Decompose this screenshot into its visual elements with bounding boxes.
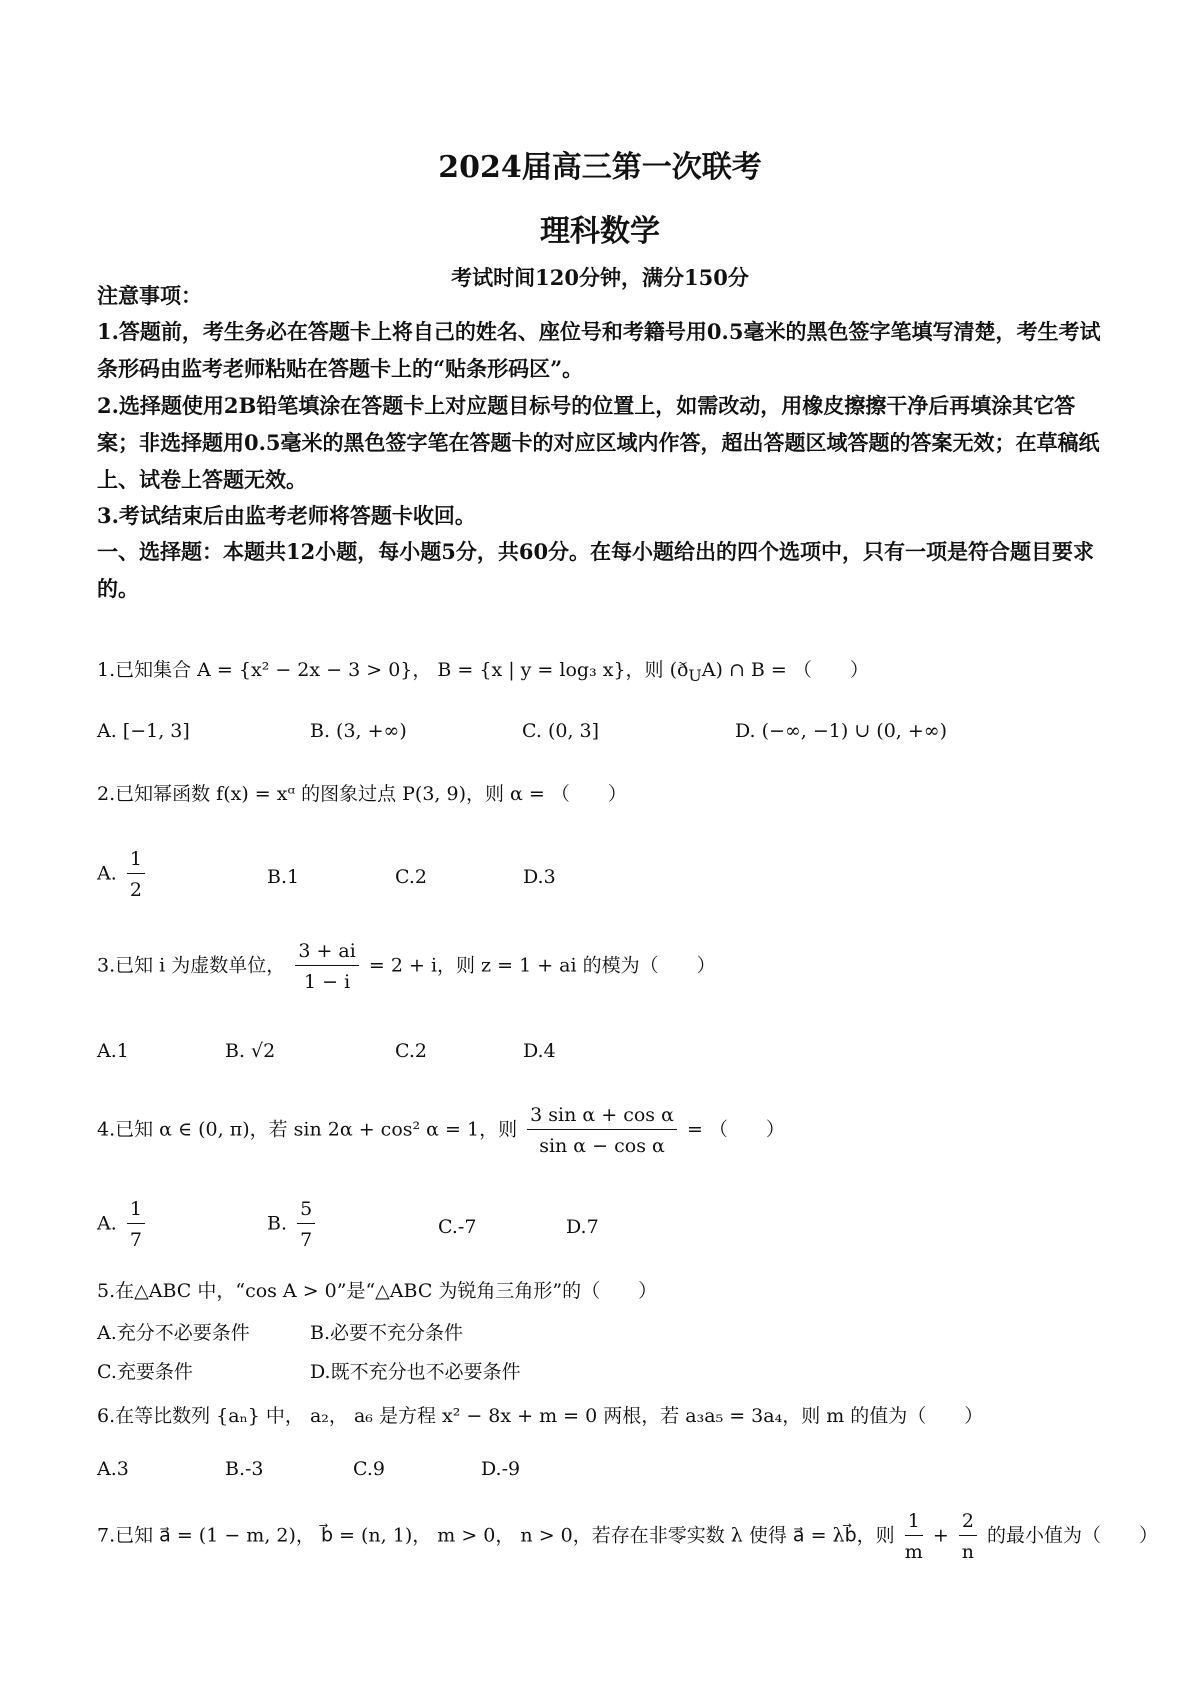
- question-4-stem: [97, 1104, 785, 1157]
- q2-option-a-label: A.: [97, 862, 117, 885]
- q4-option-b-label: B.: [267, 1212, 288, 1235]
- q2-option-c: C.2: [395, 866, 427, 888]
- fraction-numerator: 1: [905, 1510, 923, 1536]
- q6-option-b: B.-3: [225, 1458, 264, 1480]
- q2-option-a: [97, 848, 149, 901]
- fraction-numerator: 2: [959, 1510, 977, 1536]
- q7-fraction-2: [959, 1510, 977, 1563]
- question-1-stem: 1.已知集合 A = {x² − 2x − 3 > 0}， B = {x | y = log₃ x}，则 $(ð_UA)$ ∩ B = （ ）: [97, 659, 869, 685]
- q4-option-a-label: A.: [97, 1212, 117, 1235]
- q3-option-a: A.1: [97, 1040, 129, 1062]
- fraction-numerator: 3 + ai: [295, 940, 359, 966]
- q7-fraction-1: [905, 1510, 923, 1563]
- fraction-numerator: 1: [127, 1198, 145, 1224]
- q4-option-d: D.7: [566, 1216, 599, 1238]
- exam-subject: 理科数学: [540, 214, 660, 249]
- section1-heading: 一、选择题：本题共12小题，每小题5分，共60分。在每小题给出的四个选项中，只有一项是符合题目要求的。: [97, 539, 1095, 601]
- question-6-stem: 6.在等比数列 {aₙ} 中， a₂， a₆ 是方程 x² − 8x + m = 0 两根，若 a₃a₅ = 3a₄，则 m 的值为（ ）: [97, 1405, 984, 1427]
- q3-option-b: B. √2: [225, 1040, 276, 1062]
- notice-heading: 注意事项：: [97, 283, 202, 308]
- fraction-denominator: n: [961, 1541, 974, 1563]
- q4-option-b-fraction: [297, 1198, 315, 1251]
- q7-plus: +: [932, 1524, 949, 1547]
- q4-option-c: C.-7: [438, 1216, 477, 1238]
- fraction-denominator: 7: [300, 1229, 313, 1251]
- question-7-stem: [97, 1510, 1158, 1563]
- q3-stem-post: = 2 + i，则 z = 1 + ai 的模为（ ）: [368, 954, 716, 977]
- q1-option-d: D. (−∞, −1) ∪ (0, +∞): [735, 720, 948, 742]
- q5-option-c: C.充要条件: [97, 1361, 193, 1383]
- q1-option-a: A. [−1, 3]: [97, 720, 190, 742]
- q7-stem-post: 的最小值为（ ）: [986, 1524, 1158, 1547]
- notice-item-2: 2.选择题使用2B铅笔填涂在答题卡上对应题目标号的位置上，如需改动，用橡皮擦擦干净后再填涂其它答案；非选择题用0.5毫米的黑色签字笔在答题卡的对应区域内作答，超出答题区域答题的答案无效；在草稿纸上、试卷上答题无效。: [97, 393, 1100, 492]
- fraction-numerator: 5: [297, 1198, 315, 1224]
- fraction-denominator: m: [904, 1541, 923, 1563]
- q4-stem-pre: 4.已知 α ∈ (0, π)，若 sin 2α + cos² α = 1，则: [97, 1118, 518, 1141]
- q6-option-c: C.9: [353, 1458, 385, 1480]
- notice-item-1: 1.答题前，考生务必在答题卡上将自己的姓名、座位号和考籍号用0.5毫米的黑色签字笔填写清楚，考生考试条形码由监考老师粘贴在答题卡上的“贴条形码区”。: [97, 319, 1101, 381]
- q5-option-d: D.既不充分也不必要条件: [310, 1361, 521, 1383]
- exam-info: 考试时间120分钟，满分150分: [451, 265, 749, 290]
- q4-option-a-fraction: [127, 1198, 145, 1251]
- q4-stem-post: = （ ）: [686, 1118, 785, 1141]
- q3-fraction: [295, 940, 359, 993]
- q2-option-b: B.1: [267, 866, 300, 888]
- q4-fraction: [527, 1104, 677, 1157]
- fraction-denominator: 2: [129, 879, 142, 901]
- exam-title: 2024届高三第一次联考: [438, 150, 762, 185]
- q5-option-a: A.充分不必要条件: [97, 1322, 250, 1344]
- q5-option-b: B.必要不充分条件: [310, 1322, 464, 1344]
- fraction-denominator: 1 − i: [304, 971, 351, 993]
- q2-option-a-fraction: [127, 848, 145, 901]
- question-5-stem: 5.在△ABC 中，“cos A > 0”是“△ABC 为锐角三角形”的（ ）: [97, 1280, 658, 1302]
- question-3-stem: [97, 940, 716, 993]
- fraction-denominator: 7: [129, 1229, 142, 1251]
- notice-item-3: 3.考试结束后由监考老师将答题卡收回。: [97, 503, 476, 528]
- q4-option-a: [97, 1198, 149, 1251]
- q6-option-d: D.-9: [481, 1458, 521, 1480]
- q6-option-a: A.3: [97, 1458, 129, 1480]
- q4-option-b: [267, 1198, 319, 1251]
- fraction-numerator: 3 sin α + cos α: [527, 1104, 677, 1130]
- q3-option-c: C.2: [395, 1040, 427, 1062]
- fraction-denominator: sin α − cos α: [539, 1135, 665, 1157]
- q2-option-d: D.3: [523, 866, 556, 888]
- q3-stem-pre: 3.已知 i 为虚数单位，: [97, 954, 286, 977]
- q3-option-d: D.4: [523, 1040, 556, 1062]
- q1-option-b: B. (3, +∞): [310, 720, 407, 742]
- fraction-numerator: 1: [127, 848, 145, 874]
- q7-stem-pre: 7.已知 a⃗ = (1 − m, 2)， b⃗ = (n, 1)， m > 0， n > 0，若存在非零实数 λ 使得 a⃗ = λb⃗，则: [97, 1524, 895, 1547]
- q1-option-c: C. (0, 3]: [522, 720, 600, 742]
- question-2-stem: 2.已知幂函数 f(x) = xᵅ 的图象过点 P(3, 9)，则 α = （ ）: [97, 783, 627, 805]
